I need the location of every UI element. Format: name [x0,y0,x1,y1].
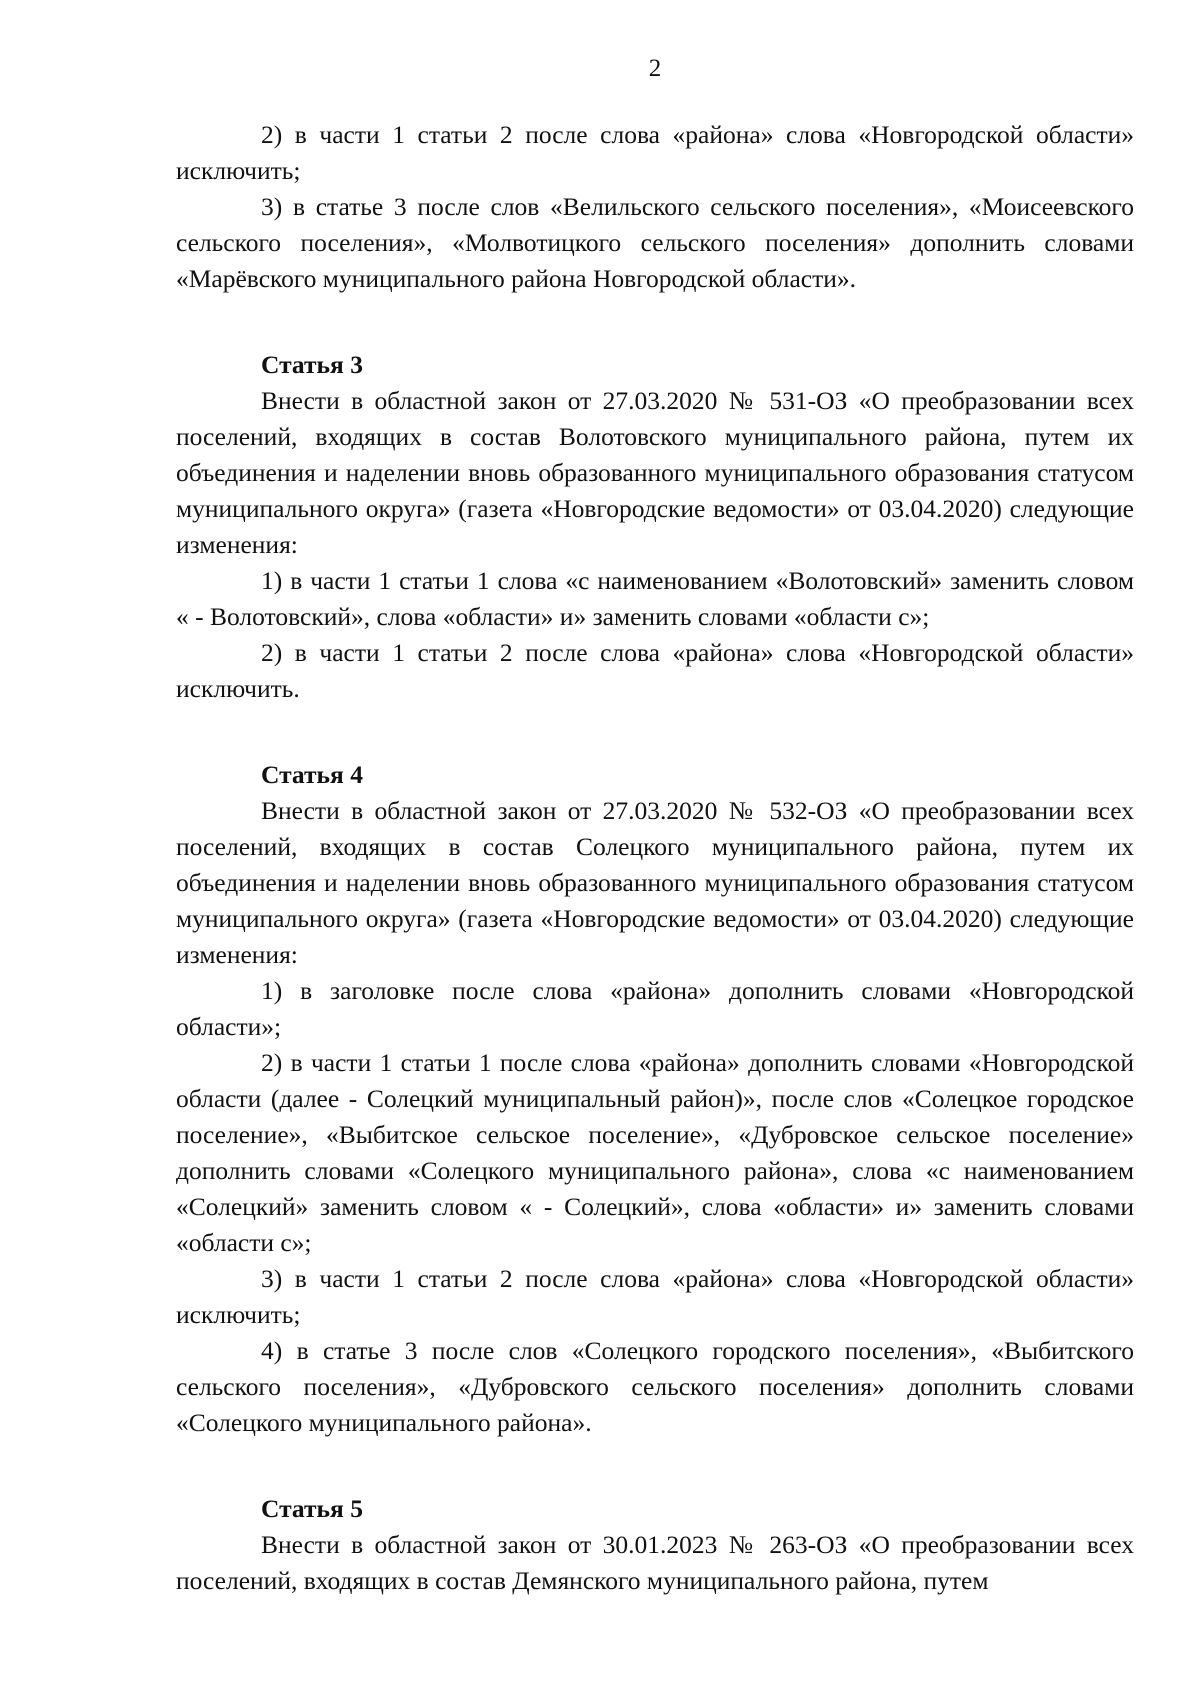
paragraph: 3) в части 1 статьи 2 после слова «района» слова «Новгородской области» исключить; [176,1264,1134,1329]
paragraph: Внести в областной закон от 27.03.2020 № 531-ОЗ «О преобразовании всех поселений, входящих в состав Волотовского муниципального района, путем их объединения и наделении вновь образованного муниципального образования статусом муниципального округа» (газета «Новгородские ведомости» от 03.04.2020) следующие изменения: [176,386,1134,559]
paragraph: 1) в части 1 статьи 1 слова «с наименованием «Волотовский» заменить словом « - Волотовский», слова «области» и» заменить словами «области с»; [176,566,1134,631]
paragraph: 1) в заголовке после слова «района» дополнить словами «Новгородской области»; [176,976,1134,1041]
paragraph: Внести в областной закон от 30.01.2023 № 263-ОЗ «О преобразовании всех поселений, входящих в состав Демянского муниципального района, путем [176,1530,1134,1595]
article-heading: Статья 3 [261,350,363,379]
paragraph: 2) в части 1 статьи 2 после слова «района» слова «Новгородской области» исключить; [176,120,1134,185]
document-body [176,117,1134,1599]
article-heading: Статья 5 [261,1494,363,1523]
paragraph: 2) в части 1 статьи 2 после слова «района» слова «Новгородской области» исключить. [176,638,1134,703]
paragraph: 4) в статье 3 после слов «Солецкого городского поселения», «Выбитского сельского поселения», «Дубровского сельского поселения» дополнить словами «Солецкого муниципального района». [176,1336,1134,1437]
paragraph: Внести в областной закон от 27.03.2020 № 532-ОЗ «О преобразовании всех поселений, входящих в состав Солецкого муниципального района, путем их объединения и наделении вновь образованного муниципального образования статусом муниципального округа» (газета «Новгородские ведомости» от 03.04.2020) следующие изменения: [176,796,1134,969]
paragraph: 3) в статье 3 после слов «Велильского сельского поселения», «Моисеевского сельского поселения», «Молвотицкого сельского поселения» дополнить словами «Марёвского муниципального района Новгородской области». [176,192,1134,293]
paragraph: 2) в части 1 статьи 1 после слова «района» дополнить словами «Новгородской области (далее - Солецкий муниципальный район)», после слов «Солецкое городское поселение», «Выбитское сельское поселение», «Дубровское сельское поселение» дополнить словами «Солецкого муниципального района», слова «с наименованием «Солецкий» заменить словом « - Солецкий», слова «области» и» заменить словами «области с»; [176,1048,1134,1257]
page-number: 2 [648,55,662,82]
article-heading: Статья 4 [261,760,363,789]
